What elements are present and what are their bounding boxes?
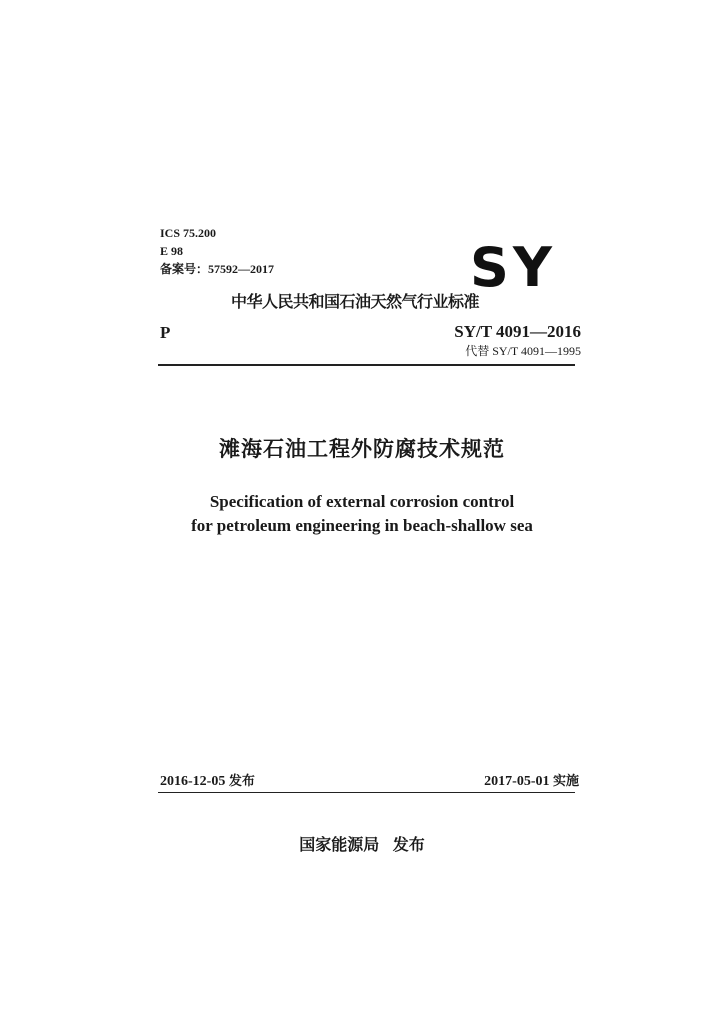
bottom-divider [158, 792, 575, 793]
record-number: 备案号：57592—2017 [160, 262, 275, 276]
title-chinese: 滩海石油工程外防腐技术规范 [219, 437, 505, 461]
implement-date-value: 2017-05-01 [484, 774, 550, 789]
issue-date-value: 2016-12-05 [160, 774, 226, 789]
issue-date [160, 770, 255, 790]
ics-code: ICS 75.200 [160, 226, 217, 240]
publisher: 国家能源局 发布 [299, 835, 425, 854]
top-divider [158, 364, 575, 366]
sy-logo: SY [470, 236, 556, 299]
replaces-code: 代替 SY/T 4091—1995 [465, 344, 581, 358]
title-english-line2: for petroleum engineering in beach-shallow sea [191, 516, 533, 535]
implement-label: 实施 [552, 774, 579, 789]
implement-date [484, 770, 579, 790]
p-label: P [160, 323, 171, 342]
title-english-line1: Specification of external corrosion control [209, 492, 515, 511]
ministry-title: 中华人民共和国石油天然气行业标准 [231, 292, 480, 311]
category-code: E 98 [160, 244, 184, 258]
standard-code: SY/T 4091—2016 [454, 322, 581, 341]
issue-label: 发布 [228, 774, 255, 789]
